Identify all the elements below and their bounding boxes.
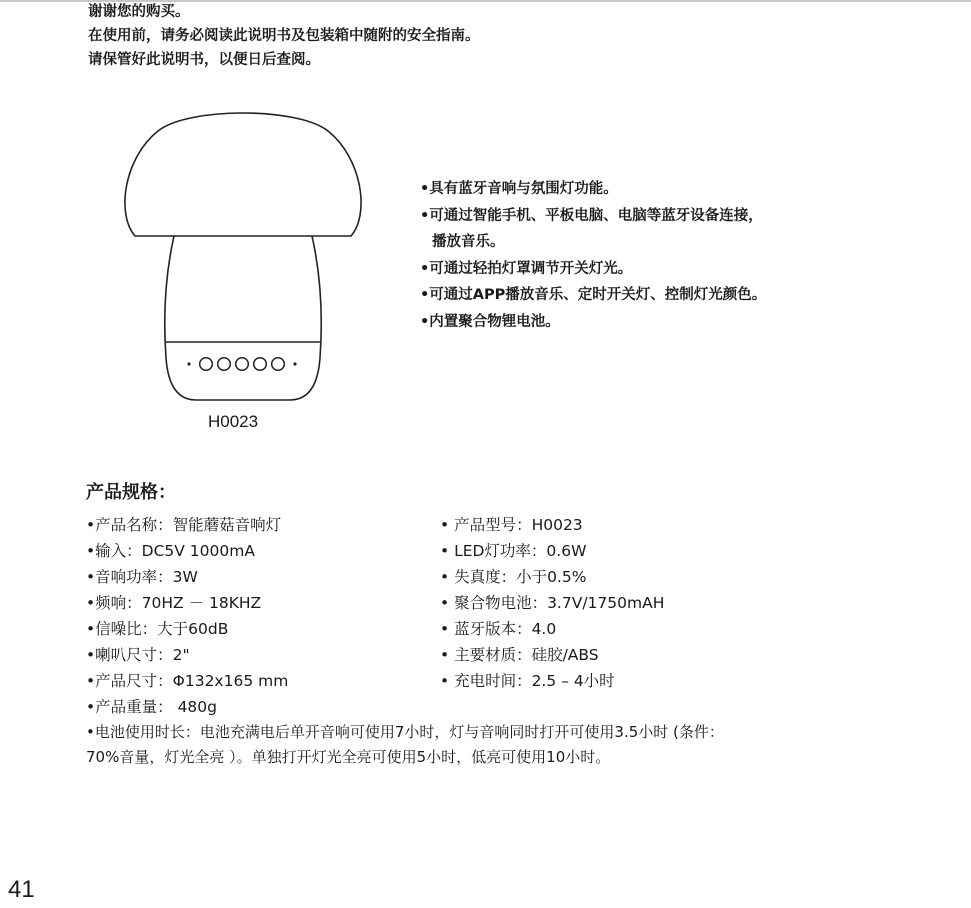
- specs-left-column: [86, 512, 288, 720]
- intro-line-keep-manual: 请保管好此说明书，以便日后查阅。: [88, 52, 320, 68]
- speaker-hole-4: [254, 358, 267, 371]
- battery-life-note: [86, 720, 724, 770]
- spec-item: • 主要材质：硅胶/ABS: [440, 646, 599, 664]
- spec-item: •喇叭尺寸：2": [86, 646, 190, 664]
- spec-item: •音响功率：3W: [86, 568, 198, 586]
- battery-life-line: •电池使用时长：电池充满电后单开音响可使用7小时，灯与音响同时打开可使用3.5小时 (条件：: [86, 723, 724, 741]
- lamp-body-outline: [165, 236, 322, 400]
- spec-item: •频响：70HZ － 18KHZ: [86, 594, 262, 612]
- spec-item: •产品重量： 480g: [86, 698, 217, 716]
- mushroom-lamp-illustration: [118, 96, 368, 416]
- intro-line-thanks: 谢谢您的购买。: [88, 4, 190, 20]
- spec-item: •信噪比：大于60dB: [86, 620, 229, 638]
- speaker-dot-left: [187, 362, 190, 365]
- model-label: H0023: [208, 412, 259, 431]
- feature-item: •内置聚合物锂电池。: [420, 313, 560, 330]
- feature-item: •可通过轻拍灯罩调节开关灯光。: [420, 260, 633, 277]
- speaker-dot-right: [293, 362, 296, 365]
- feature-item: •可通过智能手机、平板电脑、电脑等蓝牙设备连接，: [420, 207, 763, 224]
- speaker-hole-5: [272, 358, 285, 371]
- lamp-cap-outline: [125, 113, 361, 236]
- battery-life-line: 70%音量，灯光全亮 ）。单独打开灯光全亮可使用5小时，低亮可使用10小时。: [86, 748, 611, 766]
- spec-item: •产品名称：智能蘑菇音响灯: [86, 516, 282, 534]
- spec-item: • LED灯功率：0.6W: [440, 542, 587, 560]
- intro-text: [88, 0, 480, 72]
- spec-item: • 失真度：小于0.5%: [440, 568, 587, 586]
- feature-item: •具有蓝牙音响与氛围灯功能。: [420, 181, 618, 197]
- spec-item: • 充电时间：2.5 – 4小时: [440, 672, 615, 690]
- feature-list: [420, 176, 766, 335]
- spec-item: • 产品型号：H0023: [440, 516, 583, 534]
- spec-item: •产品尺寸：Φ132x165 mm: [86, 672, 289, 690]
- spec-item: • 聚合物电池：3.7V/1750mAH: [440, 594, 665, 612]
- page-number: 41: [8, 876, 35, 903]
- speaker-hole-2: [218, 358, 231, 371]
- feature-item: •可通过APP播放音乐、定时开关灯、控制灯光颜色。: [420, 287, 767, 303]
- spec-item: •输入：DC5V 1000mA: [86, 542, 255, 560]
- spec-item: • 蓝牙版本：4.0: [440, 620, 557, 638]
- feature-item-continuation: 播放音乐。: [432, 234, 505, 250]
- intro-line-read-manual: 在使用前，请务必阅读此说明书及包装箱中随附的安全指南。: [88, 28, 480, 44]
- specs-right-column: [440, 512, 664, 694]
- speaker-hole-3: [236, 358, 249, 371]
- specs-heading: 产品规格：: [86, 482, 176, 503]
- speaker-hole-1: [200, 358, 213, 371]
